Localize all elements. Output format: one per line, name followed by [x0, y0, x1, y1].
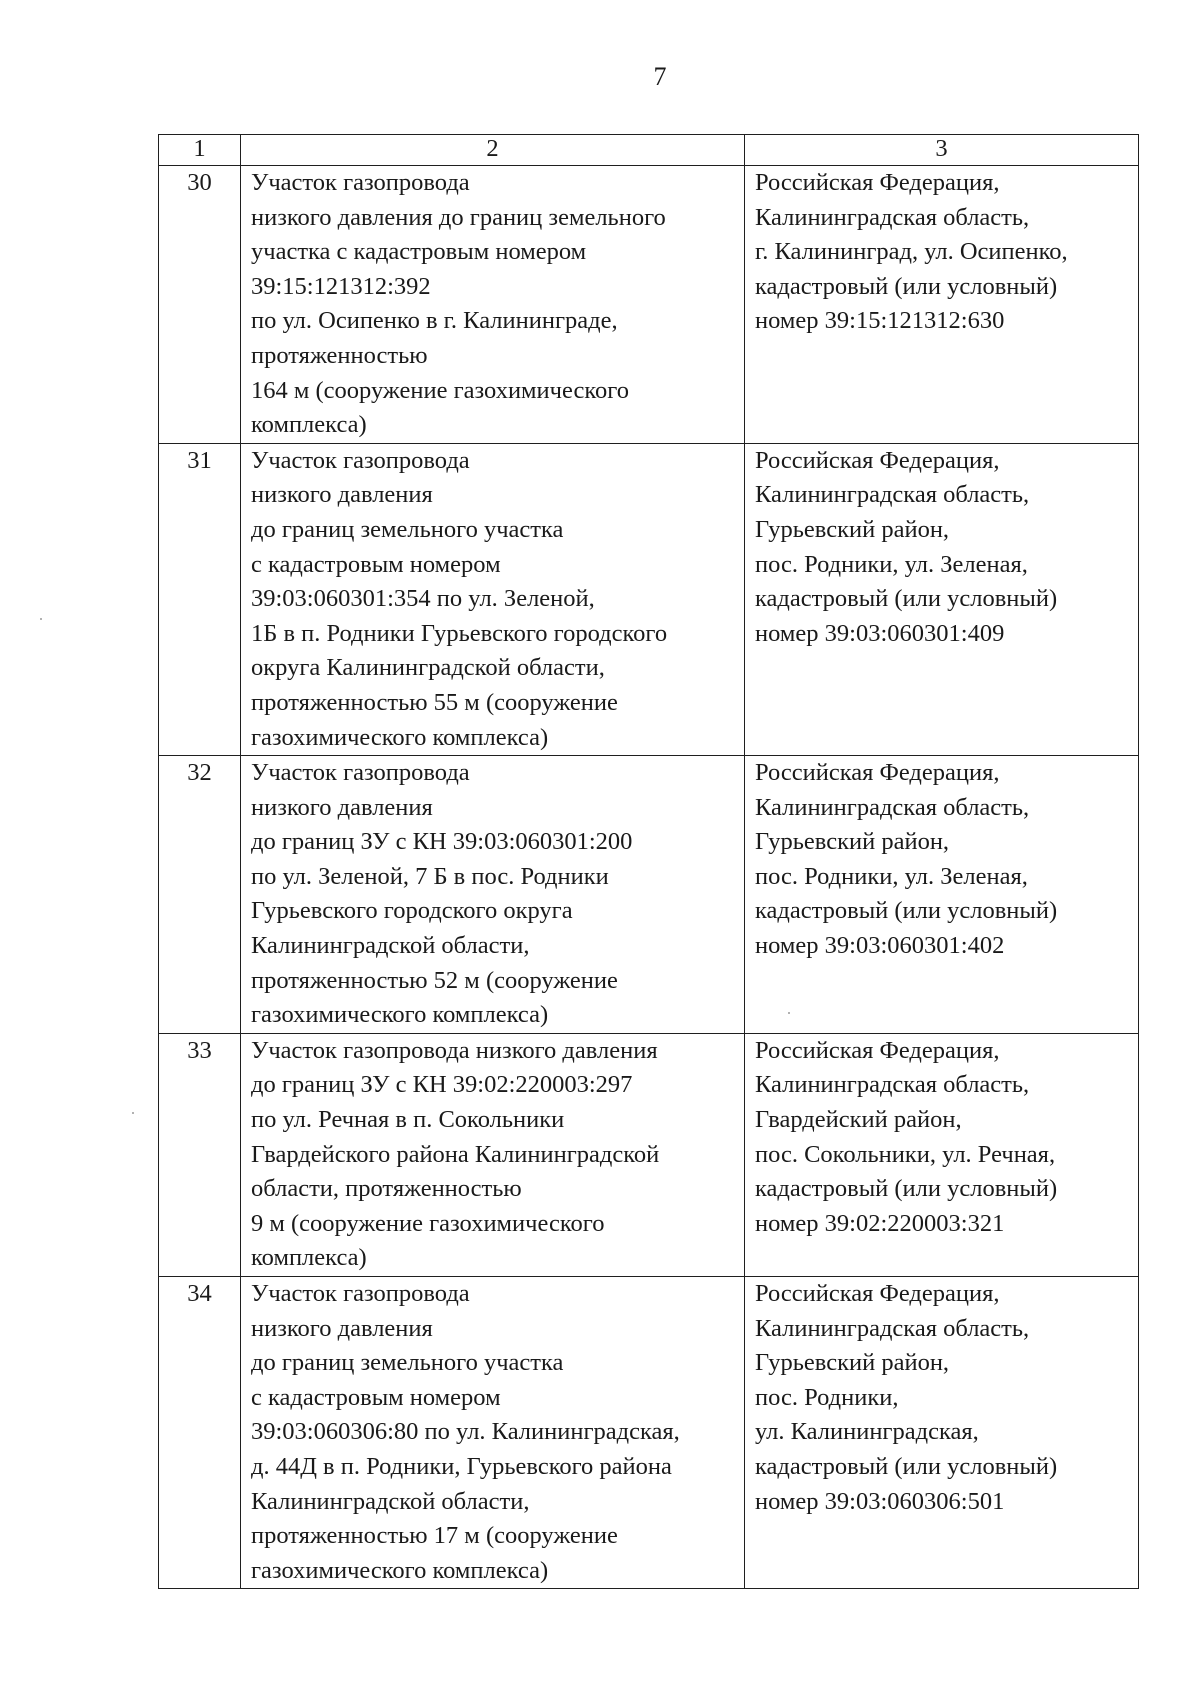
description-line: Участок газопровода — [251, 169, 470, 196]
row-number: 34 — [159, 1277, 241, 1589]
description-line: Участок газопровода — [251, 1280, 470, 1307]
location-line: пос. Родники, ул. Зеленая, — [755, 862, 1028, 890]
location-line: Российская Федерация, — [755, 169, 1000, 196]
location-line: кадастровый (или условный) — [755, 1175, 1058, 1203]
object-description — [241, 443, 745, 755]
location-line: Калининградская область, — [755, 1071, 1030, 1099]
description-line: области, протяженностью — [251, 1175, 522, 1203]
location-line: Российская Федерация, — [755, 446, 1000, 474]
location-line: Калининградская область, — [755, 1314, 1030, 1342]
description-line: 9 м (сооружение газохимического — [251, 1209, 605, 1237]
description-line: до границ земельного участка — [251, 1349, 564, 1377]
row-number: 33 — [159, 1033, 241, 1276]
location-line: номер 39:03:060306:501 — [755, 1487, 1005, 1515]
location-line: Гвардейский район, — [755, 1106, 962, 1134]
description-line: протяженностью — [251, 341, 428, 369]
location-line: кадастровый (или условный) — [755, 1452, 1058, 1480]
description-line: протяженностью 55 м (сооружение — [251, 688, 618, 716]
description-line: 164 м (сооружение газохимического — [251, 376, 629, 404]
description-line: до границ ЗУ с КН 39:03:060301:200 — [251, 828, 633, 856]
object-description — [241, 756, 745, 1034]
description-line: Гурьевского городского округа — [251, 897, 573, 925]
description-line: д. 44Д в п. Родники, Гурьевского района — [251, 1452, 672, 1480]
table-header-row — [159, 135, 1139, 166]
table-row — [159, 443, 1139, 755]
description-line: комплекса) — [251, 1244, 367, 1272]
description-line: Гвардейского района Калининградской — [251, 1140, 660, 1168]
description-line: комплекса) — [251, 411, 367, 439]
description-line: низкого давления до границ земельного — [251, 203, 666, 231]
location-line: Калининградская область, — [755, 481, 1030, 509]
description-line: 39:15:121312:392 — [251, 272, 431, 300]
description-line: низкого давления — [251, 793, 433, 821]
description-line: участка с кадастровым номером — [251, 238, 587, 266]
description-line: по ул. Осипенко в г. Калининграде, — [251, 307, 618, 335]
table-row — [159, 756, 1139, 1034]
scan-speck — [40, 618, 42, 620]
location-line: Российская Федерация, — [755, 1036, 1000, 1064]
location-line: г. Калининград, ул. Осипенко, — [755, 238, 1068, 266]
description-line: низкого давления — [251, 1314, 433, 1342]
table-row — [159, 1033, 1139, 1276]
description-line: до границ земельного участка — [251, 515, 564, 543]
location-line: кадастровый (или условный) — [755, 897, 1058, 925]
description-line: с кадастровым номером — [251, 550, 501, 578]
object-description — [241, 1277, 745, 1589]
location-line: Гурьевский район, — [755, 1349, 950, 1377]
description-line: газохимического комплекса) — [251, 1556, 549, 1584]
description-line: протяженностью 17 м (сооружение — [251, 1522, 618, 1550]
description-line: до границ ЗУ с КН 39:02:220003:297 — [251, 1071, 633, 1099]
location-line: Российская Федерация, — [755, 1280, 1000, 1307]
description-line: 39:03:060306:80 по ул. Калининградская, — [251, 1418, 680, 1446]
column-header-number: 1 — [159, 135, 241, 166]
location-line: кадастровый (или условный) — [755, 272, 1058, 300]
table-row — [159, 166, 1139, 444]
location-line: номер 39:03:060301:402 — [755, 932, 1005, 960]
location-line: пос. Сокольники, ул. Речная, — [755, 1140, 1056, 1168]
description-line: Участок газопровода — [251, 759, 470, 787]
location-line: Гурьевский район, — [755, 515, 950, 543]
object-location — [745, 443, 1139, 755]
row-number: 30 — [159, 166, 241, 444]
scan-speck — [788, 1012, 790, 1014]
location-line: пос. Родники, ул. Зеленая, — [755, 550, 1028, 578]
description-line: Калининградской области, — [251, 932, 530, 960]
description-line: Участок газопровода низкого давления — [251, 1036, 658, 1064]
registry-table — [158, 134, 1139, 1589]
location-line: пос. Родники, — [755, 1383, 899, 1411]
row-number: 31 — [159, 443, 241, 755]
description-line: 1Б в п. Родники Гурьевского городского — [251, 619, 668, 647]
location-line: номер 39:02:220003:321 — [755, 1209, 1005, 1237]
scan-speck — [132, 1112, 134, 1114]
location-line: номер 39:03:060301:409 — [755, 619, 1005, 647]
object-description — [241, 1033, 745, 1276]
description-line: 39:03:060301:354 по ул. Зеленой, — [251, 585, 595, 613]
location-line: ул. Калининградская, — [755, 1418, 979, 1446]
description-line: по ул. Речная в п. Сокольники — [251, 1106, 565, 1134]
description-line: с кадастровым номером — [251, 1383, 501, 1411]
location-line: Гурьевский район, — [755, 828, 950, 856]
row-number: 32 — [159, 756, 241, 1034]
object-description — [241, 166, 745, 444]
column-header-description: 2 — [241, 135, 745, 166]
description-line: газохимического комплекса) — [251, 1001, 549, 1029]
table-row — [159, 1277, 1139, 1589]
object-location — [745, 756, 1139, 1034]
description-line: Участок газопровода — [251, 446, 470, 474]
page-number: 7 — [653, 62, 667, 91]
object-location — [745, 1277, 1139, 1589]
description-line: округа Калининградской области, — [251, 654, 605, 682]
description-line: низкого давления — [251, 481, 433, 509]
description-line: Калининградской области, — [251, 1487, 530, 1515]
table-body — [159, 135, 1139, 1589]
location-line: кадастровый (или условный) — [755, 585, 1058, 613]
description-line: по ул. Зеленой, 7 Б в пос. Родники — [251, 862, 609, 890]
object-location — [745, 166, 1139, 444]
location-line: Калининградская область, — [755, 793, 1030, 821]
location-line: номер 39:15:121312:630 — [755, 307, 1005, 335]
description-line: протяженностью 52 м (сооружение — [251, 966, 618, 994]
object-location — [745, 1033, 1139, 1276]
description-line: газохимического комплекса) — [251, 723, 549, 751]
location-line: Российская Федерация, — [755, 759, 1000, 787]
location-line: Калининградская область, — [755, 203, 1030, 231]
column-header-location: 3 — [745, 135, 1139, 166]
